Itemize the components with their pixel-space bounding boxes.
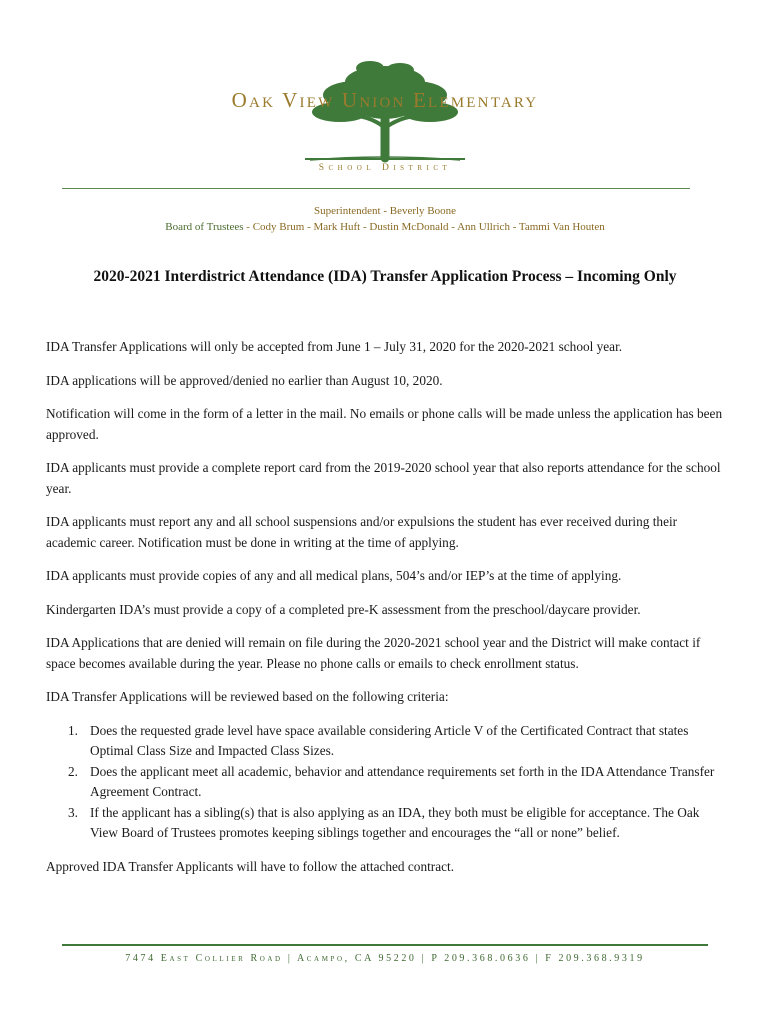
document-body bbox=[46, 337, 726, 890]
list-number: 3. bbox=[68, 804, 78, 820]
board-of-trustees-line bbox=[0, 221, 770, 233]
header-divider bbox=[62, 188, 690, 189]
paragraph: Notification will come in the form of a letter in the mail. No emails or phone calls will be made unless the application has been approved. bbox=[46, 406, 723, 442]
footer-divider bbox=[62, 944, 708, 946]
paragraph: IDA applicants must provide a complete report card from the 2019-2020 school year that also reports attendance for the school year. bbox=[46, 460, 721, 496]
paragraph: IDA Transfer Applications will only be accepted from June 1 – July 31, 2020 for the 2020-2021 school year. bbox=[46, 339, 623, 354]
paragraph: IDA Applications that are denied will remain on file during the 2020-2021 school year and the District will make contact if space becomes available during the year. Please no phone calls or emails to check enrollment status. bbox=[46, 635, 701, 671]
list-item bbox=[46, 803, 726, 844]
list-text: Does the applicant meet all academic, behavior and attendance requirements set forth in the IDA Attendance Transfer Agreement Contract. bbox=[90, 763, 715, 799]
paragraph: IDA applications will be approved/denied no earlier than August 10, 2020. bbox=[46, 372, 443, 388]
criteria-list bbox=[46, 721, 726, 844]
paragraph: Kindergarten IDA’s must provide a copy of a completed pre-K assessment from the preschool/daycare provider. bbox=[46, 601, 641, 617]
paragraph: IDA Transfer Applications will be reviewed based on the following criteria: bbox=[46, 689, 449, 704]
list-number: 1. bbox=[68, 722, 78, 738]
board-members: - Cody Brum - Mark Huft - Dustin McDonald - Ann Ullrich - Tammi Van Houten bbox=[243, 221, 605, 233]
org-subtitle: School District bbox=[318, 163, 452, 173]
footer-address: 7474 East Collier Road | Acampo, CA 95220 | P 209.368.0636 | F 209.368.9319 bbox=[125, 953, 645, 964]
list-item bbox=[46, 721, 726, 762]
document-title: 2020-2021 Interdistrict Attendance (IDA) Transfer Application Process – Incoming Only bbox=[93, 268, 677, 285]
paragraph: IDA applicants must provide copies of any and all medical plans, 504’s and/or IEP’s at the time of applying. bbox=[46, 568, 622, 583]
list-item bbox=[46, 762, 726, 803]
paragraph: IDA applicants must report any and all school suspensions and/or expulsions the student has ever received during their academic career. Notification must be done in writing at the time of applying. bbox=[46, 514, 678, 550]
list-number: 2. bbox=[68, 763, 78, 779]
board-label: Board of Trustees bbox=[165, 221, 244, 233]
superintendent-line: Superintendent - Beverly Boone bbox=[313, 205, 457, 217]
closing-paragraph: Approved IDA Transfer Applicants will have to follow the attached contract. bbox=[46, 858, 455, 874]
letterhead bbox=[0, 0, 770, 185]
list-text: If the applicant has a sibling(s) that is also applying as an IDA, they both must be eligible for acceptance. The Oak View Board of Trustees promotes keeping siblings together and encourages the “all or none” belief. bbox=[90, 804, 700, 840]
list-text: Does the requested grade level have space available considering Article V of the Certificated Contract that states Optimal Class Size and Impacted Class Sizes. bbox=[90, 722, 689, 758]
org-name: Oak View Union Elementary bbox=[231, 88, 539, 112]
